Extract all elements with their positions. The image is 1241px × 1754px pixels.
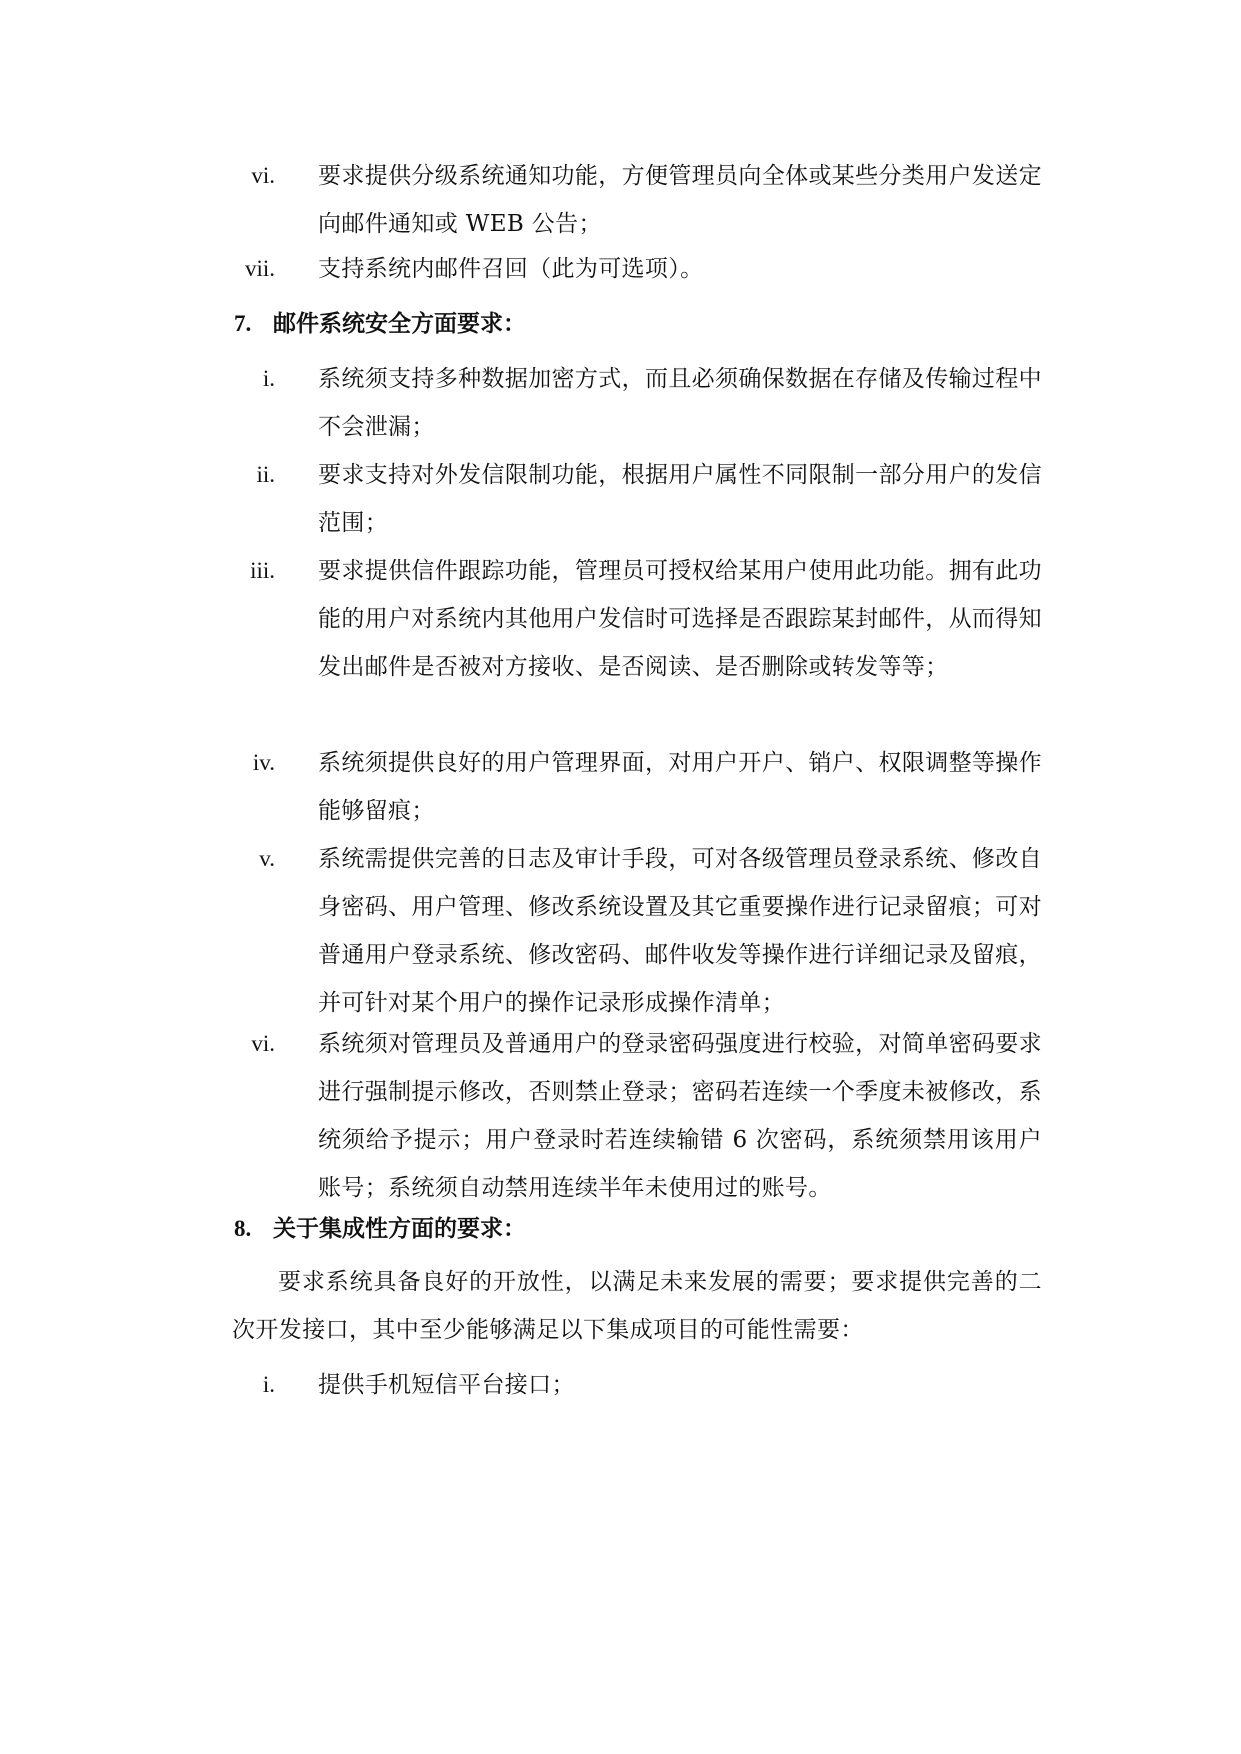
body-paragraph: 要求系统具备良好的开放性，以满足未来发展的需要；要求提供完善的二次开发接口，其中至少能够满足以下集成项目的可能性需要： bbox=[232, 1269, 1042, 1343]
list-marker: i. bbox=[262, 1372, 275, 1397]
list-item-text: 系统须支持多种数据加密方式，而且必须确保数据在存储及传输过程中不会泄漏； bbox=[318, 366, 1042, 440]
list-marker: iv. bbox=[252, 750, 275, 775]
list-marker: vi. bbox=[251, 163, 275, 188]
list-item-text: 提供手机短信平台接口； bbox=[318, 1372, 575, 1398]
list-item-text: 要求提供信件跟踪功能，管理员可授权给某用户使用此功能。拥有此功能的用户对系统内其他用户发信时可选择是否跟踪某封邮件，从而得知发出邮件是否被对方接收、是否阅读、是否删除或转发等等； bbox=[318, 558, 1042, 680]
list-item-text: 要求支持对外发信限制功能，根据用户属性不同限制一部分用户的发信范围； bbox=[318, 462, 1042, 536]
list-item-text: 系统须对管理员及普通用户的登录密码强度进行校验，对简单密码要求进行强制提示修改，否则禁止登录；密码若连续一个季度未被修改，系统须给予提示；用户登录时若连续输错 6 次密码，系统须禁用该用户账号；系统须自动禁用连续半年未使用过的账号。 bbox=[318, 1031, 1042, 1201]
section-number: 8. bbox=[234, 1216, 252, 1241]
list-marker: vii. bbox=[244, 256, 275, 281]
list-marker: iii. bbox=[250, 558, 275, 583]
section-number: 7. bbox=[234, 311, 252, 336]
section-title: 关于集成性方面的要求： bbox=[273, 1215, 526, 1242]
list-item-text: 系统需提供完善的日志及审计手段，可对各级管理员登录系统、修改自身密码、用户管理、修改系统设置及其它重要操作进行记录留痕；可对普通用户登录系统、修改密码、邮件收发等操作进行详细记录及留痕，并可针对某个用户的操作记录形成操作清单； bbox=[318, 846, 1042, 1016]
list-item-text: 要求提供分级系统通知功能，方便管理员向全体或某些分类用户发送定向邮件通知或 WEB 公告； bbox=[318, 163, 1042, 237]
list-item-text: 系统须提供良好的用户管理界面，对用户开户、销户、权限调整等操作能够留痕； bbox=[318, 750, 1042, 824]
list-marker: v. bbox=[259, 846, 275, 871]
list-item-text: 支持系统内邮件召回（此为可选项）。 bbox=[318, 256, 704, 282]
list-marker: ii. bbox=[256, 462, 275, 487]
list-marker: i. bbox=[262, 366, 275, 391]
list-marker: vi. bbox=[251, 1031, 275, 1056]
section-title: 邮件系统安全方面要求： bbox=[273, 310, 526, 337]
